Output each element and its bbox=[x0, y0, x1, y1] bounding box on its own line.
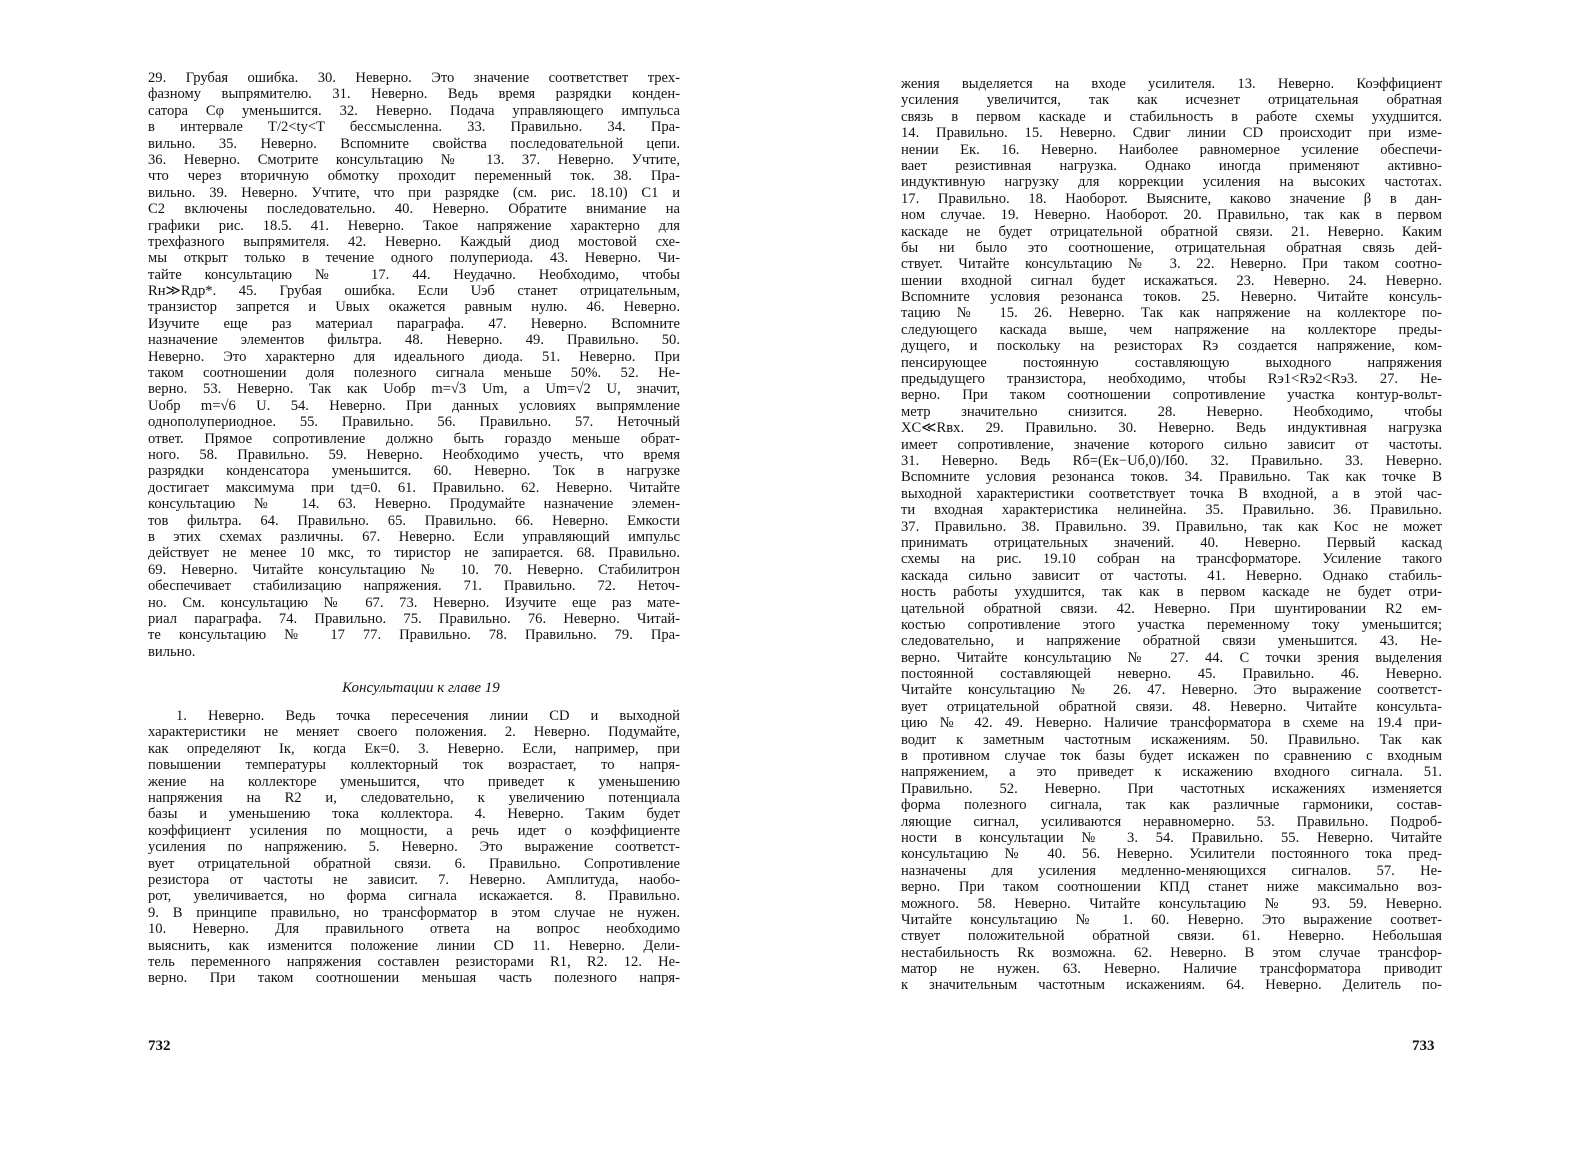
text-line: те консультацию № 17 77. Правильно. 78. Правильно. 79. Пра- bbox=[148, 627, 680, 644]
text-line: достигает максимума при tд=0. 61. Правильно. 62. Неверно. Читайте bbox=[148, 479, 680, 496]
text-line: мы открыт только в течение одного полупериода. 43. Неверно. Чи- bbox=[148, 250, 680, 267]
text-line: можного. 58. Неверно. Читайте консультацию № 93. 59. Неверно. bbox=[901, 895, 1442, 912]
text-line: ствует. Читайте консультацию № 3. 22. Неверно. При таком соотно- bbox=[901, 256, 1442, 273]
text-line: пенсирующее постоянную составляющую выходного напряжения bbox=[901, 354, 1442, 371]
text-line: ного. 58. Правильно. 59. Неверно. Необходимо учесть, что время bbox=[148, 446, 680, 463]
text-line: Неверно. Это характерно для идеального диода. 51. Неверно. При bbox=[148, 348, 680, 365]
text-line: 37. Правильно. 38. Правильно. 39. Правильно, так как Kос не может bbox=[901, 518, 1442, 535]
text-line: 29. Грубая ошибка. 30. Неверно. Это значение соответствет трех- bbox=[148, 70, 680, 86]
text-line: жения выделяется на входе усилителя. 13. Неверно. Коэффициент bbox=[901, 76, 1442, 92]
text-line: 69. Неверно. Читайте консультацию № 10. 70. Неверно. Стабилитрон bbox=[148, 561, 680, 578]
text-line: Uобр m=√6 U. 54. Неверно. При данных условиях выпрямление bbox=[148, 397, 680, 414]
text-line: усиления по напряжению. 5. Неверно. Это выражение соответст- bbox=[148, 839, 680, 856]
text-line: связь в первом каскаде и стабильность в работе схемы ухудшится. bbox=[901, 108, 1442, 125]
text-line: каскада сильно зависит от частоты. 41. Неверно. Однако стабиль- bbox=[901, 567, 1442, 584]
text-line: однополупериодное. 55. Правильно. 56. Правильно. 57. Неточный bbox=[148, 414, 680, 431]
text-line: жение на коллекторе уменьшится, что приведет к уменьшению bbox=[148, 773, 680, 790]
text-line: обеспечивает стабилизацию напряжения. 71. Правильно. 72. Неточ- bbox=[148, 578, 680, 595]
text-line: верно. При таком соотношении КПД станет ниже максимально воз- bbox=[901, 879, 1442, 896]
text-line: резистора от частоты не зависит. 7. Неверно. Амплитуда, наобо- bbox=[148, 871, 680, 888]
text-line: 1. Неверно. Ведь точка пересечения линии CD и выходной bbox=[176, 708, 680, 725]
text-line: вильно. bbox=[148, 643, 196, 660]
text-line: таком соотношении доля полезного сигнала меньше 50%. 52. Не- bbox=[148, 365, 680, 382]
text-line: характеристики не меняет своего положения. 2. Неверно. Подумайте, bbox=[148, 724, 680, 741]
text-line: напряжением, а это приведет к искажению входного сигнала. 51. bbox=[901, 764, 1442, 781]
text-line: следовательно, и напряжение обратной связи уменьшится. 43. Не- bbox=[901, 633, 1442, 650]
text-line: нестабильность Rк возможна. 62. Неверно. В этом случае трансфор- bbox=[901, 944, 1442, 961]
text-line: к значительным частотным искажениям. 64. Неверно. Делитель по- bbox=[901, 977, 1442, 994]
section-heading: Консультации к главе 19 bbox=[342, 680, 500, 697]
text-line: форма полезного сигнала, так как различные гармоники, состав- bbox=[901, 797, 1442, 814]
text-line: Вспомните условия резонанса токов. 34. Правильно. Так как точке B bbox=[901, 469, 1442, 486]
text-line: 31. Неверно. Ведь Rб=(Eк−Uб,0)/Iб0. 32. Правильно. 33. Неверно. bbox=[901, 452, 1442, 469]
text-line: назначение элементов фильтра. 48. Неверно. 49. Правильно. 50. bbox=[148, 332, 680, 349]
text-line: Читайте консультацию № 1. 60. Неверно. Это выражение соответ- bbox=[901, 911, 1442, 928]
text-line: ность работы ухудшится, так как в первом каскаде не будет отри- bbox=[901, 584, 1442, 601]
text-line: тацию № 15. 26. Неверно. Так как напряжение на коллекторе по- bbox=[901, 305, 1442, 322]
text-line: усиления увеличится, так как исчезнет отрицательная обратная bbox=[901, 92, 1442, 109]
text-line: базы и уменьшению тока коллектора. 4. Неверно. Таким будет bbox=[148, 806, 680, 823]
text-line: выходной характеристики соответствует точка B входной, а в этой час- bbox=[901, 485, 1442, 502]
text-line: напряжения на R2 и, следовательно, к увеличению потенциала bbox=[148, 790, 680, 807]
text-line: вильно. 39. Неверно. Учтите, что при разрядке (см. рис. 18.10) C1 и bbox=[148, 184, 680, 201]
text-line: разрядки конденсатора уменьшится. 60. Неверно. Ток в нагрузке bbox=[148, 463, 680, 480]
page-number: 732 bbox=[148, 1038, 171, 1054]
text-line: ном случае. 19. Неверно. Наоборот. 20. Правильно, так как в первом bbox=[901, 207, 1442, 224]
text-line: коэффициент усиления по мощности, а речь идет о коэффициенте bbox=[148, 822, 680, 839]
text-line: ответ. Прямое сопротивление должно быть гораздо меньше обрат- bbox=[148, 430, 680, 447]
right-page bbox=[790, 0, 1581, 1153]
text-line: тов фильтра. 64. Правильно. 65. Правильно. 66. Неверно. Емкости bbox=[148, 512, 680, 529]
left-text-column bbox=[148, 70, 680, 987]
text-line: выяснить, как изменится положение линии CD 11. Неверно. Дели- bbox=[148, 937, 680, 954]
text-line: верно. При таком соотношении сопротивление участка контур-вольт- bbox=[901, 387, 1442, 404]
text-line: матор не нужен. 63. Неверно. Наличие трансформатора приводит bbox=[901, 961, 1442, 978]
text-line: индуктивную нагрузку для коррекции усиления на высоких частотах. bbox=[901, 174, 1442, 191]
text-line: рот, увеличивается, но форма сигнала искажается. 8. Правильно. bbox=[148, 888, 680, 905]
text-line: каскаде не будет отрицательной обратной связи. 21. Неверно. Каким bbox=[901, 223, 1442, 240]
text-line: шении входной сигнал будет искажаться. 23. Неверно. 24. Неверно. bbox=[901, 272, 1442, 289]
text-line: Правильно. 52. Неверно. При частотных искажениях изменяется bbox=[901, 780, 1442, 797]
text-line: вует отрицательной обратной связи. 48. Неверно. Читайте консульта- bbox=[901, 698, 1442, 715]
left-page bbox=[0, 0, 790, 1153]
text-line: 14. Правильно. 15. Неверно. Сдвиг линии CD происходит при изме- bbox=[901, 125, 1442, 142]
text-line: ти входная характеристика нелинейна. 35. Правильно. 36. Правильно. bbox=[901, 502, 1442, 519]
text-line: цательной обратной связи. 42. Неверно. При шунтировании R2 ем- bbox=[901, 600, 1442, 617]
text-line: схемы на рис. 19.10 собран на трансформаторе. Усиление такого bbox=[901, 551, 1442, 568]
text-line: Читайте консультацию № 26. 47. Неверно. Это выражение соответст- bbox=[901, 682, 1442, 699]
text-line: верно. 53. Неверно. Так как Uобр m=√3 Um, а Um=√2 U, значит, bbox=[148, 381, 680, 398]
text-line: нении Eк. 16. Неверно. Наиболее равномерное усиление обеспечи- bbox=[901, 141, 1442, 158]
text-line: фазному выпрямителю. 31. Неверно. Ведь время разрядки конден- bbox=[148, 86, 680, 103]
text-line: XC≪Rвх. 29. Правильно. 30. Неверно. Ведь индуктивная нагрузка bbox=[901, 420, 1442, 437]
text-line: консультацию № 40. 56. Неверно. Усилители постоянного тока пред- bbox=[901, 846, 1442, 863]
text-line: 17. Правильно. 18. Наоборот. Выясните, каково значение β в дан- bbox=[901, 190, 1442, 207]
text-line: как определяют Iк, когда Eк=0. 3. Неверно. Если, например, при bbox=[148, 740, 680, 757]
text-line: бы ни было это соотношение, отрицательная обратная связь дей- bbox=[901, 239, 1442, 256]
text-line: вильно. 35. Неверно. Вспомните свойства последовательной цепи. bbox=[148, 135, 680, 152]
text-line: ности в консультации № 3. 54. Правильно. 55. Неверно. Читайте bbox=[901, 829, 1442, 846]
text-line: ляющие сигнал, усиливаются неравномерно. 53. Правильно. Подроб- bbox=[901, 813, 1442, 830]
text-line: следующего каскада выше, чем напряжение на коллекторе преды- bbox=[901, 321, 1442, 338]
text-line: постоянной составляющей неверно. 45. Правильно. 46. Неверно. bbox=[901, 666, 1442, 683]
text-line: графики рис. 18.5. 41. Неверно. Такое напряжение характерно для bbox=[148, 217, 680, 234]
text-line: цию № 42. 49. Неверно. Наличие трансформатора в схеме на 19.4 при- bbox=[901, 715, 1442, 732]
chapter-19-answers-continued bbox=[901, 76, 1442, 994]
chapter-19-answers bbox=[148, 708, 680, 987]
text-line: костью сопротивление этого участка переменному току уменьшится; bbox=[901, 616, 1442, 633]
chapter-18-answers bbox=[148, 70, 680, 660]
text-line: повышении температуры коллекторный ток возрастает, то напря- bbox=[148, 757, 680, 774]
text-line: транзистор запрется и Uвых окажется равным нулю. 46. Неверно. bbox=[148, 299, 680, 316]
text-line: Изучите еще раз материал параграфа. 47. Неверно. Вспомните bbox=[148, 315, 680, 332]
text-line: ствует положительной обратной связи. 61. Неверно. Небольшая bbox=[901, 928, 1442, 945]
text-line: вает резистивная нагрузка. Однако иногда применяют активно- bbox=[901, 157, 1442, 174]
text-line: тайте консультацию № 17. 44. Неудачно. Необходимо, чтобы bbox=[148, 266, 680, 283]
page-number: 733 bbox=[1412, 1038, 1435, 1054]
text-line: метр значительно снизится. 28. Неверно. Необходимо, чтобы bbox=[901, 403, 1442, 420]
text-line: верно. При таком соотношении меньшая часть полезного напря- bbox=[148, 970, 680, 987]
section-gap bbox=[148, 660, 680, 676]
text-line: действует не менее 10 мкс, то тиристор не запирается. 68. Правильно. bbox=[148, 545, 680, 562]
text-line: в противном случае ток базы будет искажен по сравнению с входным bbox=[901, 748, 1442, 765]
text-line: 10. Неверно. Для правильного ответа на вопрос необходимо bbox=[148, 921, 680, 938]
text-line: сатора Cφ уменьшится. 32. Неверно. Подача управляющего импульса bbox=[148, 102, 680, 119]
text-line: в этих схемах различны. 67. Неверно. Если управляющий импульс bbox=[148, 528, 680, 545]
text-line: в интервале T/2<tу<T бессмысленна. 33. Правильно. 34. Пра- bbox=[148, 119, 680, 136]
text-line: вует отрицательной обратной связи. 6. Правильно. Сопротивление bbox=[148, 855, 680, 872]
text-line: C2 включены последовательно. 40. Неверно. Обратите внимание на bbox=[148, 201, 680, 218]
text-line: верно. Читайте консультацию № 27. 44. С точки зрения выделения bbox=[901, 649, 1442, 666]
section-gap bbox=[148, 700, 680, 708]
text-line: трехфазного выпрямителя. 42. Неверно. Каждый диод мостовой схе- bbox=[148, 233, 680, 250]
text-line: тель переменного напряжения составлен резисторами R1, R2. 12. Не- bbox=[148, 953, 680, 970]
text-line: 36. Неверно. Смотрите консультацию № 13. 37. Неверно. Учтите, bbox=[148, 151, 680, 168]
text-line: риал параграфа. 74. Правильно. 75. Правильно. 76. Неверно. Читай- bbox=[148, 610, 680, 627]
text-line: принимать отрицательных значений. 40. Неверно. Первый каскад bbox=[901, 534, 1442, 551]
text-line: водит к заметным частотным искажениям. 50. Правильно. Так как bbox=[901, 731, 1442, 748]
text-line: что через вторичную обмотку проходит переменный ток. 38. Пра- bbox=[148, 168, 680, 185]
text-line: 9. В принципе правильно, но трансформатор в этом случае не нужен. bbox=[148, 904, 680, 921]
text-line: назначены для усиления медленно-меняющихся сигналов. 57. Не- bbox=[901, 862, 1442, 879]
text-line: Вспомните условия резонанса токов. 25. Неверно. Читайте консуль- bbox=[901, 289, 1442, 306]
text-line: дущего, и поскольку на резисторах Rэ создается напряжение, ком- bbox=[901, 338, 1442, 355]
text-line: имеет сопротивление, значение которого сильно зависит от частоты. bbox=[901, 436, 1442, 453]
text-line: Rн≫Rдр*. 45. Грубая ошибка. Если Uэб станет отрицательным, bbox=[148, 283, 680, 300]
right-text-column bbox=[901, 76, 1442, 994]
text-line: но. См. консультацию № 67. 73. Неверно. Изучите еще раз мате- bbox=[148, 594, 680, 611]
text-line: консультацию № 14. 63. Неверно. Продумайте назначение элемен- bbox=[148, 496, 680, 513]
text-line: предыдущего транзистора, необходимо, чтобы Rэ1<Rэ2<Rэ3. 27. Не- bbox=[901, 371, 1442, 388]
